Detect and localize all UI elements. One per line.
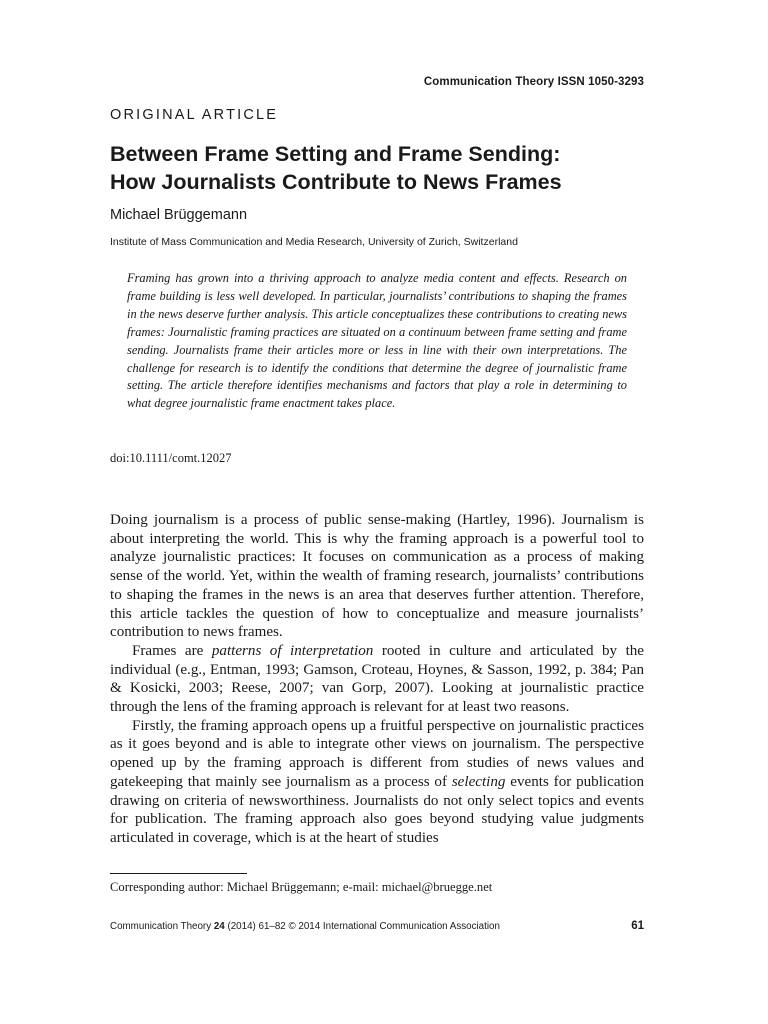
paragraph-3-end: events for publication drawing on criteria of newsworthiness. Journalists do not only select topics and events for publication. The framing approach also goes beyond studying value judgments articulated in coverage, which is at the heart of studies — [110, 773, 644, 846]
article-type-label: ORIGINAL ARTICLE — [110, 107, 279, 123]
footer-citation-details: (2014) 61–82 © 2014 International Communication Association — [224, 921, 500, 932]
paragraph-3 — [110, 717, 644, 848]
doi[interactable]: doi:10.1111/comt.12027 — [110, 451, 232, 465]
page-number: 61 — [631, 920, 644, 932]
paragraph-2-end: rooted in culture and articulated by the individual (e.g., Entman, 1993; Gamson, Croteau, Hoynes, & Sasson, 1992, p. 384; Pan & Kosicki, 2003; Reese, 2007; van Gorp, 2007). Looking at journalistic practice through the lens of the framing approach is relevant for at least two reasons. — [110, 642, 645, 716]
paragraph-1: Doing journalism is a process of public sense-making (Hartley, 1996). Journalism is about interpreting the world. This is why the framing approach is a powerful tool to analyze journalistic practices: It focuses on communication as a process of making sense of the world. Yet, within the wealth of framing research, journalists’ contributions to shaping the frames in the news is an area that deserves further attention. Therefore, this article tackles the question of how to conceptualize and measure journalists’ contribution to news frames. — [110, 512, 644, 641]
title-line-2: How Journalists Contribute to News Frames — [110, 170, 562, 194]
paragraph-2 — [110, 642, 644, 717]
emphasis-patterns-of-interpretation: patterns of interpretation — [211, 642, 374, 659]
paragraph-3-start: Firstly, the framing approach opens up a fruitful perspective on journalistic practices as it goes beyond and is able to integrate other views on journalism. The perspective opened up by the framing approach is different from studies of news values and gatekeeping that mainly see journalism as a process of — [110, 717, 644, 790]
journal-header: Communication Theory ISSN 1050-3293 — [423, 76, 644, 88]
footer-journal-name: Communication Theory — [110, 921, 214, 932]
author-affiliation: Institute of Mass Communication and Media Research, University of Zurich, Switzerland — [110, 236, 518, 248]
footer-volume: 24 — [213, 921, 225, 932]
title-line-1: Between Frame Setting and Frame Sending: — [110, 142, 561, 166]
footnote-divider — [110, 873, 247, 874]
author-name: Michael Brüggemann — [110, 207, 248, 223]
paragraph-2-start: Frames are — [132, 642, 212, 659]
footer-citation — [110, 921, 500, 932]
article-title — [110, 140, 670, 196]
footnote-corresponding-author: Corresponding author: Michael Brüggemann; e-mail: michael@bruegge.net — [110, 880, 493, 894]
emphasis-selecting: selecting — [451, 773, 506, 790]
abstract: Framing has grown into a thriving approach to analyze media content and effects. Research on frame building is less well developed. In particular, journalists’ contributions to shaping the frames in the news deserve further analysis. This article conceptualizes these contributions to creating news frames: Journalistic framing practices are situated on a continuum between frame setting and frame sending. Journalists frame their articles more or less in line with their own interpretations. The challenge for research is to identify the conditions that determine the degree of journalistic frame setting. The article therefore identifies mechanisms and factors that play a role in determining to what degree journalistic frame enactment takes place. — [127, 271, 627, 411]
body-text — [110, 511, 644, 848]
